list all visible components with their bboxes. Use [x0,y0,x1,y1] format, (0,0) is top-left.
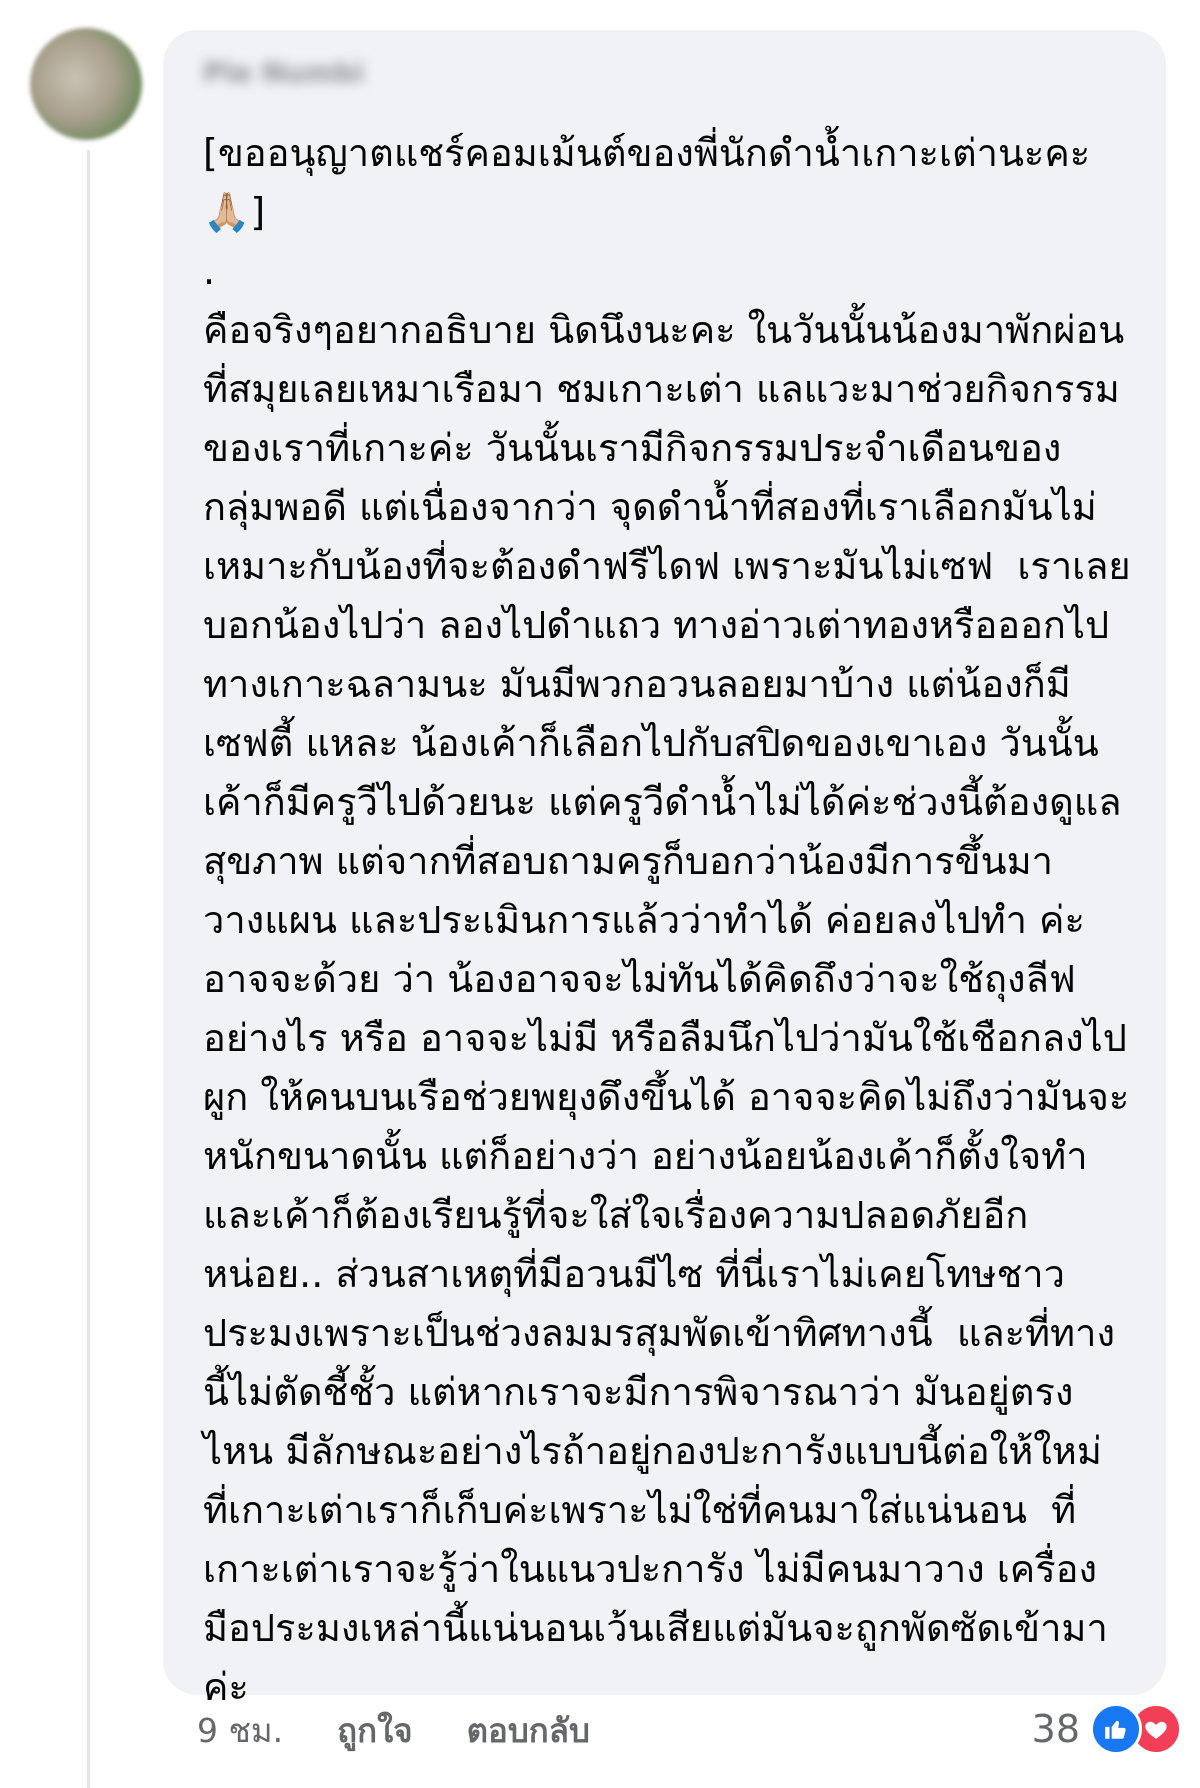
comment-actions [197,1705,590,1755]
like-icon [1090,1703,1142,1755]
reactions-summary[interactable] [1032,1702,1182,1756]
comment-timestamp[interactable]: 9 ชม. [197,1710,284,1750]
comment-text: [ขออนุญาตแชร์คอมเม้นต์ของพี่นักดำน้ำเกาะเต่านะคะ 🙏🏼] . คือจริงๆอยากอธิบาย นิดนึงนะคะ ในวันนั้นน้องมาพักผ่อนที่สมุยเลยเหมาเรือมา ชมเกาะเต่า แลแวะมาช่วยกิจกรรมของเราที่เกาะค่ะ วันนั้นเรามีกิจกรรมประจำเดือนของกลุ่มพอดี แต่เนื่องจากว่า จุดดำน้ำที่สองที่เราเลือกมันไม่เหมาะกับน้องที่จะต้องดำฟรีไดฟ เพราะมันไม่เซฟ เราเลย บอกน้องไปว่า ลองไปดำแถว ทางอ่าวเต่าทองหรือออกไปทางเกาะฉลามนะ มันมีพวกอวนลอยมาบ้าง แต่น้องก็มีเซฟตี้ แหละ น้องเค้าก็เลือกไปกับสปิดของเขาเอง วันนั้นเค้าก็มีครูวีไปด้วยนะ แต่ครูวีดำน้ำไม่ได้ค่ะช่วงนี้ต้องดูแลสุขภาพ แต่จากที่สอบถามครูก็บอกว่าน้องมีการขึ้นมาวางแผน และประเมินการแล้วว่าทำได้ ค่อยลงไปทำ ค่ะ อาจจะด้วย ว่า น้องอาจจะไม่ทันได้คิดถึงว่าจะใช้ถุงลีฟอย่างไร หรือ อาจจะไม่มี หรือลืมนึกไปว่ามันใช้เชือกลงไปผูก ให้คนบนเรือช่วยพยุงดึงขึ้นได้ อาจจะคิดไม่ถึงว่ามันจะหนักขนาดนั้น แต่ก็อย่างว่า อย่างน้อยน้องเค้าก็ตั้งใจทำ และเค้าก็ต้องเรียนรู้ที่จะใส่ใจเรื่องความปลอดภัยอีกหน่อย.. ส่วนสาเหตุที่มีอวนมีไซ ที่นี่เราไม่เคยโทษชาวประมงเพราะเป็นช่วงลมมรสุมพัดเข้าทิศทางนี้ และที่ทางนี้ไม่ตัดชี้ชั้ว แต่หากเราจะมีการพิจารณาว่า มันอยู่ตรงไหน มีลักษณะอย่างไรถ้าอยู่กองปะการังแบบนี้ต่อให้ใหม่ ที่เกาะเต่าเราก็เก็บค่ะเพราะไม่ใช่ที่คนมาใส่แน่นอน ที่เกาะเต่าเราจะรู้ว่าในแนวปะการัง ไม่มีคนมาวาง เครื่องมือประมงเหล่านี้แน่นอนเว้นเสียแต่มันจะถูกพัดซัดเข้ามาค่ะ [203,131,1131,1709]
like-button[interactable]: ถูกใจ [337,1710,413,1750]
thread-line [87,150,90,1788]
reply-button[interactable]: ตอบกลับ [466,1710,590,1750]
reaction-count: 38 [1031,1707,1080,1751]
comment-bubble [163,30,1166,1709]
comment-author-name[interactable]: Pie Numbi [203,56,365,89]
avatar[interactable] [30,28,142,140]
